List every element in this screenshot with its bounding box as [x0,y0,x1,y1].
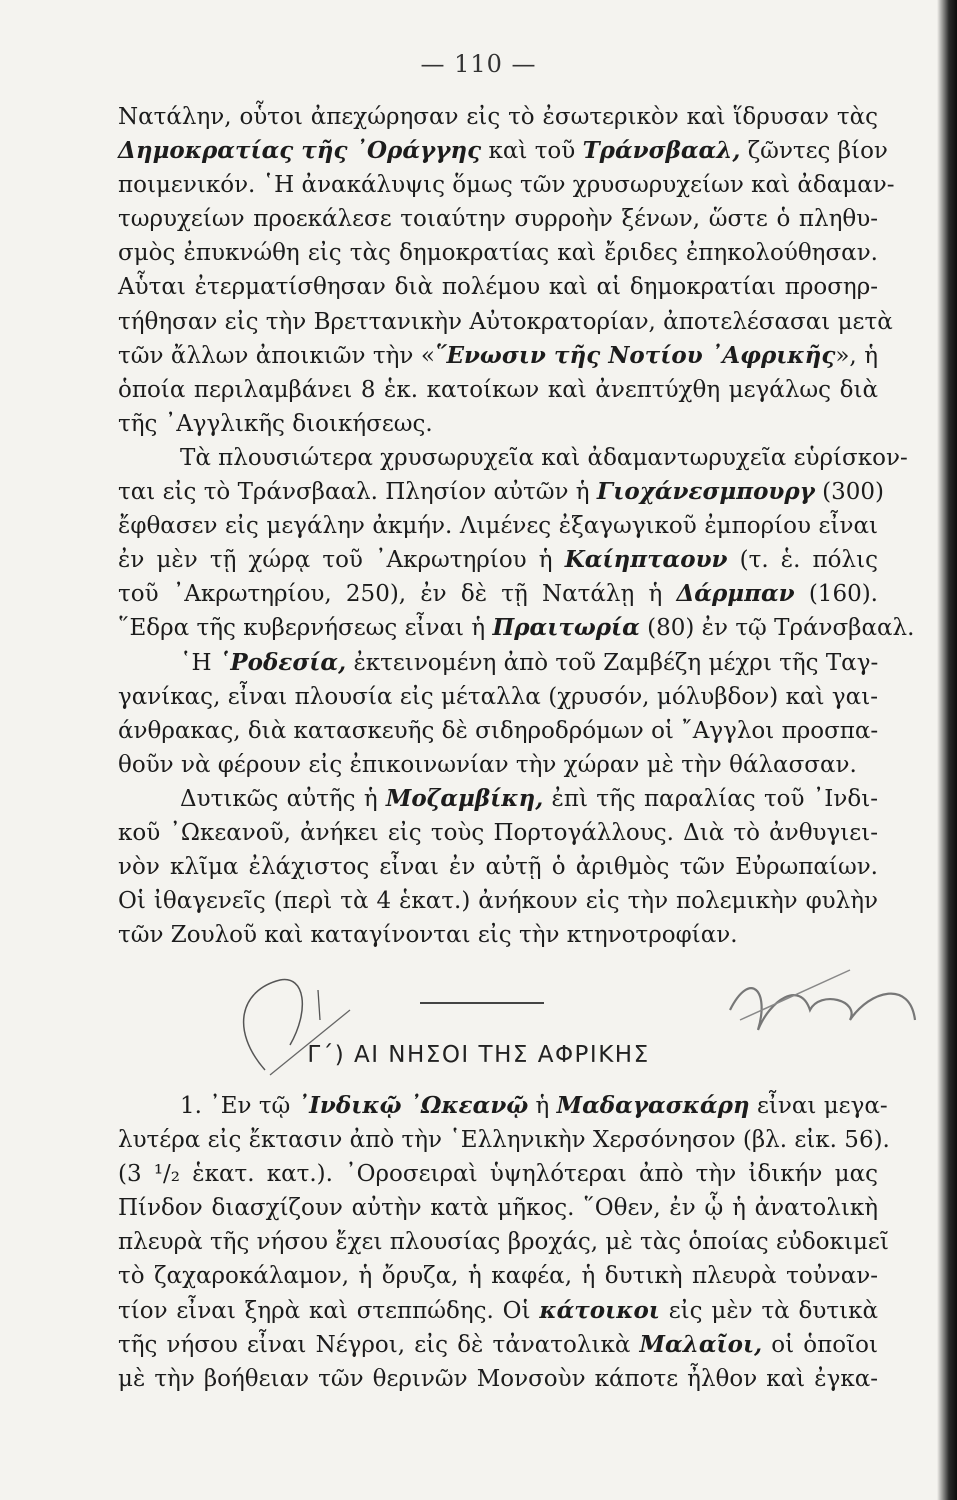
emphasized-term: Μαδαγασκάρη [556,1092,750,1119]
text-run: ζῶντες βίον [740,138,888,165]
text-line [118,168,895,202]
text-line [118,1089,888,1123]
paragraph-5 [118,1089,890,1396]
text-run: θοῦν νὰ φέρουν εἰς ἐπικοινωνίαν τὴν χώραν μὲ τὴν θάλασσαν. [118,751,857,778]
text-run: ποιμενικόν. ῾Η ἀνακάλυψις ὅμως τῶν χρυσωρυχείων καὶ ἀδαμαν- [118,172,895,199]
text-line [118,680,878,714]
text-line [118,441,908,475]
text-line [118,509,878,543]
text-line [118,782,878,816]
text-line [118,305,893,339]
emphasized-term: Δάρμπαν [676,580,795,608]
text-line [118,1123,890,1157]
text-line [118,270,878,304]
emphasized-term: κάτοικοι [539,1296,660,1324]
text-line [118,850,878,884]
text-line [118,1225,889,1259]
text-run: οἱ ὁποῖοι [762,1331,879,1358]
text-run: τὸ ζαχαροκάλαμον, ἡ ὄρυζα, ἡ καφέα, ἡ δυτικὴ πλευρὰ τοὐναν- [118,1263,878,1290]
text-run: τοῦ ᾽Ακρωτηρίου, 250), ἐν δὲ τῇ Νατάλῃ ἡ [118,581,677,608]
text-run: τῆς ᾽Αγγλικῆς διοικήσεως. [118,410,433,437]
text-run: Αὗται ἐτερματίσθησαν διὰ πολέμου καὶ αἱ δημοκρατίαι προσηρ- [118,274,878,301]
emphasized-term: Γιοχάνεσμπουργ [596,478,815,506]
text-line [118,1362,878,1396]
text-line [118,1191,878,1225]
text-run: μὲ τὴν βοήθειαν τῶν θερινῶν Μονσοὺν κάποτε ἦλθον καὶ ἐγκα- [118,1365,878,1392]
emphasized-term: Δημοκρατίας τῆς ᾽Οράγγης [118,137,482,165]
text-line [118,373,878,407]
text-run: ται εἰς τὸ Τράνσβααλ. Πλησίον αὐτῶν ἡ [118,479,597,506]
paragraph-1 [118,100,895,441]
text-run: λυτέρα εἰς ἔκτασιν ἀπὸ τὴν ῾Ελληνικὴν Χερσόνησον (βλ. εἰκ. 56). [118,1127,890,1154]
text-run: σμὸς ἐπυκνώθη εἰς τὰς δημοκρατίας καὶ ἔριδες ἐπηκολούθησαν. [118,240,878,267]
emphasized-term: Πραιτωρία [492,614,640,642]
text-run: 1. ᾽Εν τῷ [180,1093,298,1119]
text-line [118,714,878,748]
text-line [118,918,878,952]
page-edge-shadow [937,0,957,1500]
text-run: (τ. ἑ. πόλις [727,547,878,574]
text-run: τῶν Ζουλοῦ καὶ καταγίνονται εἰς τὴν κτηνοτροφίαν. [118,922,738,949]
text-run: (160). [794,581,878,608]
text-run: Νατάλην, οὗτοι ἀπεχώρησαν εἰς τὸ ἐσωτερικὸν καὶ ἵδρυσαν τὰς [118,104,878,130]
emphasized-term: ῞Ενωσιν τῆς Νοτίου ᾽Αφρικῆς [434,341,836,369]
text-run: καὶ τοῦ [481,138,583,165]
text-line [118,134,888,168]
text-run: γανίκας, εἶναι πλουσία εἰς μέταλλα (χρυσόν, μόλυβδον) καὶ γαι- [118,683,878,710]
text-run: τήθησαν εἰς τὴν Βρεττανικὴν Αὐτοκρατορίαν, ἀποτελέσασαι μετὰ [118,308,893,335]
emphasized-term: Καίηπταουν [564,546,728,574]
text-run: εἶναι μεγα- [749,1093,888,1119]
text-run: », ἡ [835,342,878,369]
text-run: πλευρὰ τῆς νήσου ἔχει πλουσίας βροχάς, μὲ τὰς ὁποίας εὐδοκιμεῖ [118,1229,889,1256]
text-run: τίον εἶναι ξηρὰ καὶ στεππώδης. Οἱ [118,1297,540,1324]
section-divider [420,1002,544,1004]
text-run: Πίνδον διασχίζουν αὐτὴν κατὰ μῆκος. ῞Οθεν, ἐν ᾧ ἡ ἀνατολικὴ [118,1195,878,1222]
body-text-lower [118,1089,890,1396]
text-line [118,202,878,236]
emphasized-term: Τράνσβααλ, [582,137,741,165]
text-run: τωρυχείων προεκάλεσε τοιαύτην συρροὴν ξένων, ὥστε ὁ πληθυ- [118,206,878,233]
text-run: νὸν κλῖμα ἐλάχιστος εἶναι ἐν αὐτῇ ὁ ἀριθμὸς τῶν Εὐρωπαίων. [118,854,878,881]
text-line [118,577,878,611]
text-run: ὁποία περιλαμβάνει 8 ἑκ. κατοίκων καὶ ἀνεπτύχθη μεγάλως διὰ [118,376,878,403]
page-number: — 110 — [420,50,537,78]
paragraph-2 [118,441,915,646]
text-line [118,236,878,270]
text-run: εἰς μὲν τὰ δυτικὰ [659,1297,878,1324]
text-run: ἡ [528,1093,557,1119]
text-line [118,543,878,577]
text-line [118,1259,878,1293]
text-line [118,475,885,509]
text-line [118,884,878,918]
pencil-scribble-icon [210,950,930,1090]
text-run: Δυτικῶς αὐτῆς ἡ [180,785,386,812]
text-run: ῾Η [180,649,219,676]
text-run: Οἱ ἰθαγενεῖς (περὶ τὰ 4 ἑκατ.) ἀνήκουν εἰς τὴν πολεμικὴν φυλὴν [118,888,878,915]
section-heading: Γ´) ΑΙ ΝΗΣΟΙ ΤΗΣ ΑΦΡΙΚΗΣ [307,1042,650,1068]
emphasized-term: ῾Ροδεσία, [218,648,347,676]
text-run: ἐπὶ τῆς παραλίας τοῦ ᾽Ινδι- [543,785,878,812]
text-line [118,1328,878,1362]
text-line [118,611,915,645]
text-line [118,1157,878,1191]
text-line [118,339,878,373]
text-run: ἔφθασεν εἰς μεγάλην ἀκμήν. Λιμένες ἐξαγωγικοῦ ἐμπορίου εἶναι [118,513,878,540]
body-text-upper [118,100,915,952]
text-run: τῶν ἄλλων ἀποικιῶν τὴν « [118,342,435,369]
text-run: Τὰ πλουσιώτερα χρυσωρυχεῖα καὶ ἀδαμαντωρυχεῖα εὑρίσκον- [180,444,908,471]
text-run: τῆς νήσου εἶναι Νέγροι, εἰς δὲ τἀνατολικὰ [118,1331,640,1358]
text-run: ἐν μὲν τῇ χώρᾳ τοῦ ᾽Ακρωτηρίου ἡ [118,547,565,574]
text-line [118,748,878,782]
paragraph-4 [118,782,878,952]
text-run: (80) ἐν τῷ Τράνσβααλ. [639,615,915,642]
text-run: (300) [814,479,885,506]
text-run: άνθρακας, διὰ κατασκευῆς δὲ σιδηροδρόμων οἱ ῎Αγγλοι προσπα- [118,717,879,744]
paragraph-3 [118,646,878,782]
text-run: (3 ¹/₂ ἑκατ. κατ.). ᾽Οροσειραὶ ὑψηλότεραι ἀπὸ τὴν ἰδικήν μας [118,1161,878,1188]
text-line [118,1294,878,1328]
text-line [118,816,878,850]
emphasized-term: ᾽Ινδικῷ ᾽Ωκεανῷ [297,1092,529,1119]
text-run: ἐκτεινομένη ἀπὸ τοῦ Ζαμβέζη μέχρι τῆς Ταγ- [346,649,879,676]
text-run: ῞Εδρα τῆς κυβερνήσεως εἶναι ἡ [118,615,493,642]
emphasized-term: Μαλαῖοι, [639,1330,763,1358]
text-run: κοῦ ᾽Ωκεανοῦ, ἀνήκει εἰς τοὺς Πορτογάλλους. Διὰ τὸ ἀνθυγιει- [118,819,878,846]
text-line [118,100,878,134]
text-line [118,407,878,441]
emphasized-term: Μοζαμβίκη, [385,784,544,812]
text-line [118,646,878,680]
